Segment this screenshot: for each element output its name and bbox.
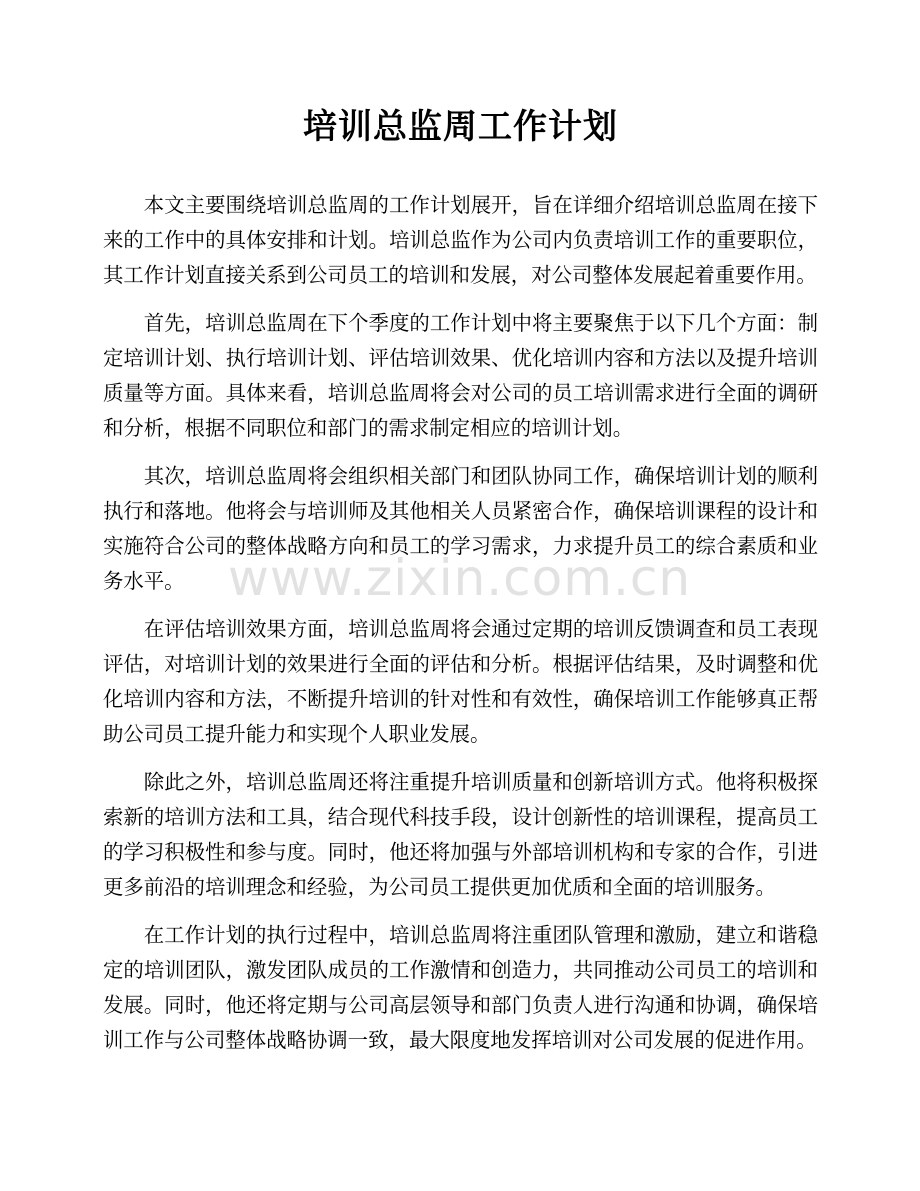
paragraph-team-management: 在工作计划的执行过程中，培训总监周将注重团队管理和激励，建立和谐稳定的培训团队，激发团队成员的工作激情和创造力，共同推动公司员工的培训和发展。同时，他还将定期与公司高层领导和部门负责人进行沟通和协调，确保培训工作与公司整体战略协调一致，最大限度地发挥培训对公司发展的促进作用。: [103, 923, 818, 1052]
document-title: 培训总监周工作计划: [303, 107, 618, 147]
paragraph-innovation: 除此之外，培训总监周还将注重提升培训质量和创新培训方式。他将积极探索新的培训方法和工具，结合现代科技手段，设计创新性的培训课程，提高员工的学习积极性和参与度。同时，他还将加强与外部培训机构和专家的合作，引进更多前沿的培训理念和经验，为公司员工提供更加优质和全面的培训服务。: [103, 770, 818, 899]
paragraph-evaluation: 在评估培训效果方面，培训总监周将会通过定期的培训反馈调查和员工表现评估，对培训计划的效果进行全面的评估和分析。根据评估结果，及时调整和优化培训内容和方法，不断提升培训的针对性和有效性，确保培训工作能够真正帮助公司员工提升能力和实现个人职业发展。: [103, 617, 818, 746]
watermark-text: www.zixin.com.cn: [228, 549, 692, 607]
paragraph-coordination: 其次，培训总监周将会组织相关部门和团队协同工作，确保培训计划的顺利执行和落地。他将会与培训师及其他相关人员紧密合作，确保培训课程的设计和实施符合公司的整体战略方向和员工的学习需求，力求提升员工的综合素质和业务水平。: [103, 464, 818, 593]
paragraph-intro: 本文主要围绕培训总监周的工作计划展开，旨在详细介绍培训总监周在接下来的工作中的具体安排和计划。培训总监作为公司内负责培训工作的重要职位，其工作计划直接关系到公司员工的培训和发展，对公司整体发展起着重要作用。: [103, 193, 818, 287]
document-body: [103, 188, 818, 1058]
paragraph-focus-areas: 首先，培训总监周在下个季度的工作计划中将主要聚焦于以下几个方面：制定培训计划、执行培训计划、评估培训效果、优化培训内容和方法以及提升培训质量等方面。具体来看，培训总监周将会对公司的员工培训需求进行全面的调研和分析，根据不同职位和部门的需求制定相应的培训计划。: [103, 311, 818, 440]
